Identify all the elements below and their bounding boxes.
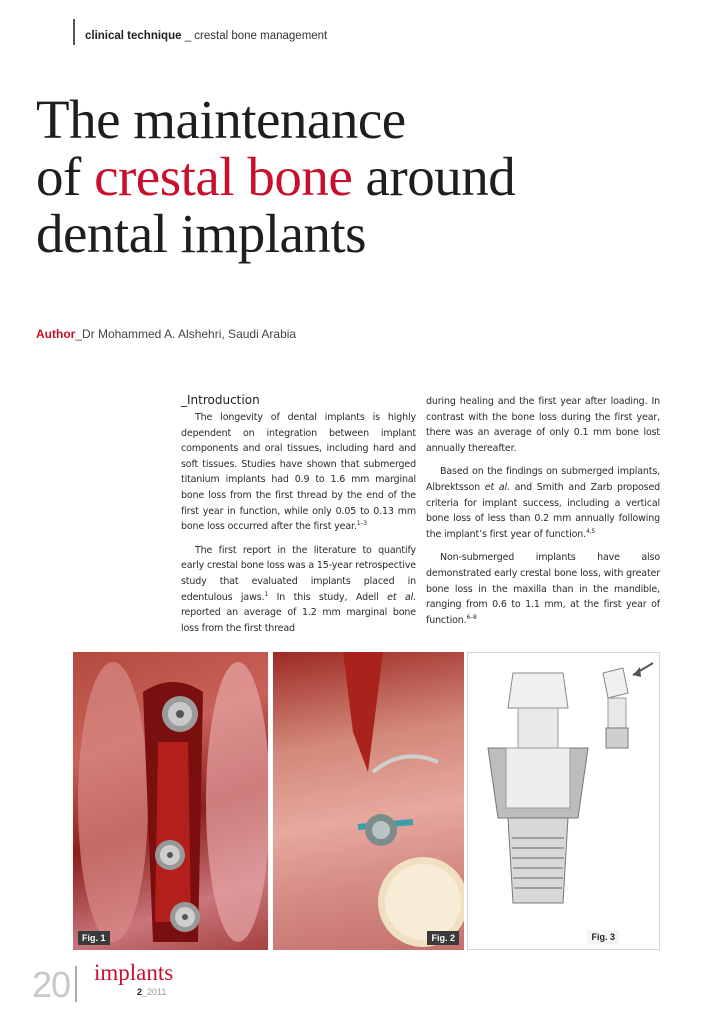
footer-divider — [75, 966, 77, 1002]
header-divider — [73, 19, 75, 45]
paragraph-text: Non-submerged implants have also demonstrated early crestal bone loss, with greater bone loss in the maxilla than in the mandible, ranging from 0.6 to 1.1 mm, at the first year of function. — [426, 552, 660, 626]
article-title — [36, 91, 515, 262]
issue-num: 2 — [137, 987, 143, 997]
paragraph-text: reported an average of 1.2 mm marginal bone loss from the first thread — [181, 607, 416, 634]
figure-1-illustration — [73, 652, 268, 950]
title-line-1: The maintenance — [36, 89, 406, 150]
paragraph-text: Based on the findings on submerged implants, Albrektsson — [426, 466, 660, 493]
section-header-bold: clinical technique — [85, 30, 182, 42]
title-line-2-prefix: of — [36, 146, 95, 207]
paragraph — [181, 410, 416, 535]
reference: 1–3 — [356, 520, 367, 527]
reference: 1 — [264, 590, 269, 598]
figure-2-label: Fig. 2 — [427, 931, 459, 945]
figure-1-label: Fig. 1 — [78, 931, 110, 945]
paragraph-text: The first report in the literature to quantify early crestal bone loss was a 15-year retrospective study that evaluated implants placed in edentulous jaws. — [181, 544, 416, 603]
figure-3-label: Fig. 3 — [587, 930, 619, 944]
figure-2-illustration — [273, 652, 464, 950]
issue-year: _2011 — [142, 987, 167, 997]
paragraph — [426, 464, 660, 542]
reference: 6–8 — [466, 613, 477, 621]
body-column-1 — [181, 410, 416, 644]
title-line-3: dental implants — [36, 203, 367, 264]
section-header-rest: _ crestal bone management — [181, 30, 328, 42]
paragraph — [181, 543, 416, 637]
italic-text: et al. — [387, 591, 417, 603]
figure-1-photo — [73, 652, 268, 950]
section-heading: _Introduction — [181, 393, 260, 407]
paragraph-text: and Smith and Zarb proposed criteria for implant success, including a vertical bone loss of less than 0.2 mm annually following the implant’s first year of function. — [426, 481, 661, 540]
body-column-2 — [426, 394, 660, 636]
reference: 4,5 — [585, 527, 596, 535]
title-line-2-suffix: around — [352, 146, 516, 207]
paragraph — [426, 394, 660, 456]
figure-2-photo — [273, 652, 464, 950]
section-header — [85, 30, 327, 42]
figure-3-diagram — [467, 652, 660, 950]
issue-number — [137, 987, 166, 997]
paragraph-text: The longevity of dental implants is highly dependent on integration between implant components and oral tissues, including hard and soft tissues. Studies have shown that submerged titanium implants had 0.9 to 1.6 mm marginal bone loss from the first thread by the end of the first year in function, while only 0.05 to 0.13 mm bone loss occurred after the first year. — [181, 412, 416, 533]
author-label: Author — [36, 327, 76, 341]
paragraph-text: In this study, Adell — [268, 591, 388, 603]
figure-3-illustration — [468, 653, 660, 950]
page-number: 20 — [32, 964, 71, 1005]
paragraph — [426, 550, 660, 628]
paragraph-text: during healing and the first year after loading. In contrast with the bone loss during the first year, there was an average of only 0.1 mm bone lost annually thereafter. — [426, 396, 660, 454]
title-highlight: crestal bone — [94, 146, 353, 207]
author-line — [36, 327, 296, 341]
author-name: _Dr Mohammed A. Alshehri, Saudi Arabia — [75, 327, 297, 341]
italic-text: et al. — [484, 481, 510, 493]
magazine-logo: implants — [94, 960, 174, 985]
